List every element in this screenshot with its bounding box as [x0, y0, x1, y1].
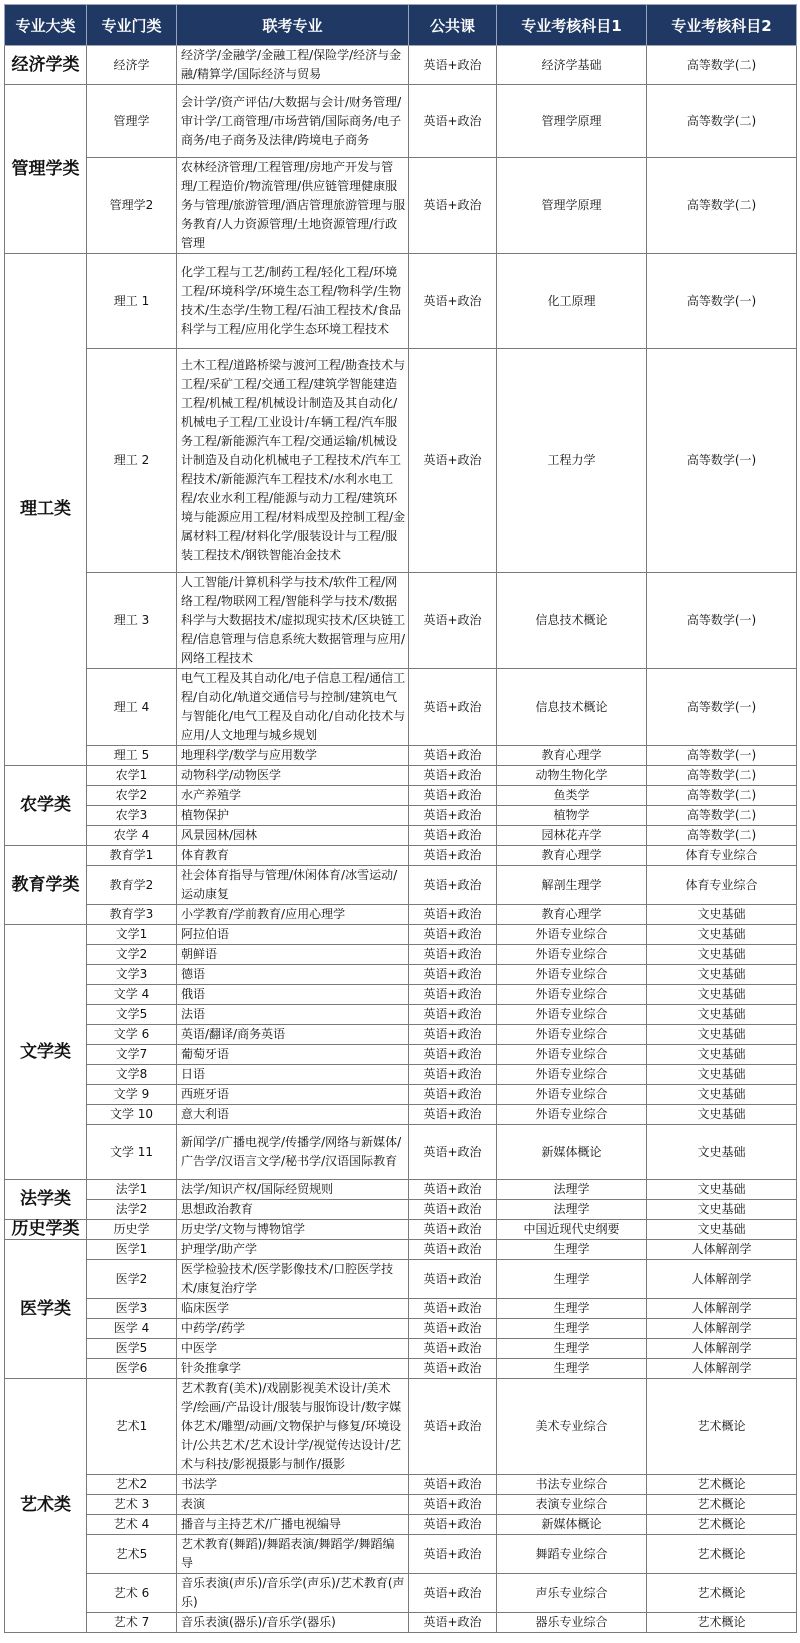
- subject-1-cell: 外语专业综合: [497, 965, 647, 985]
- table-row: [5, 46, 797, 85]
- table-row: [5, 349, 797, 573]
- subject-1-cell: 新媒体概论: [497, 1515, 647, 1535]
- subject-1-cell: 动物生物化学: [497, 766, 647, 786]
- majors-cell: 会计学/资产评估/大数据与会计/财务管理/审计学/工商管理/市场营销/国际商务/电子商务/电子商务及法律/跨境电子商务: [177, 85, 409, 158]
- table-row: [5, 1515, 797, 1535]
- public-course-cell: 英语+政治: [409, 1200, 497, 1220]
- category-cell: 历史学类: [5, 1220, 87, 1240]
- subcategory-cell: 农学 4: [87, 826, 177, 846]
- public-course-cell: 英语+政治: [409, 46, 497, 85]
- majors-cell: 葡萄牙语: [177, 1045, 409, 1065]
- subject-2-cell: 文史基础: [647, 1005, 797, 1025]
- subject-1-cell: 表演专业综合: [497, 1495, 647, 1515]
- public-course-cell: 英语+政治: [409, 1535, 497, 1574]
- public-course-cell: 英语+政治: [409, 1005, 497, 1025]
- subject-2-cell: 高等数学(一): [647, 573, 797, 669]
- header-category: 专业大类: [5, 5, 87, 46]
- table-row: [5, 1065, 797, 1085]
- subcategory-cell: 文学2: [87, 945, 177, 965]
- table-row: [5, 826, 797, 846]
- subcategory-cell: 理工 1: [87, 254, 177, 349]
- subcategory-cell: 艺术 3: [87, 1495, 177, 1515]
- table-row: [5, 1319, 797, 1339]
- table-row: [5, 1200, 797, 1220]
- table-row: [5, 1045, 797, 1065]
- subject-1-cell: 外语专业综合: [497, 945, 647, 965]
- majors-cell: 动物科学/动物医学: [177, 766, 409, 786]
- subcategory-cell: 医学6: [87, 1359, 177, 1379]
- majors-cell: 土木工程/道路桥梁与渡河工程/勘查技术与工程/采矿工程/交通工程/建筑学智能建造工程/机械工程/机械设计制造及其自动化/机械电子工程/工业设计/车辆工程/汽车服务工程/新能源汽车工程/交通运输/机械设计制造及自动化机械电子工程技术/汽车工程技术/新能源汽车工程技术/水利水电工程/农业水利工程/能源与动力工程/建筑环境与能源应用工程/材料成型及控制工程/金属材料工程/材料化学/服装设计与工程/服装工程技术/钢铁智能冶金技术: [177, 349, 409, 573]
- majors-cell: 艺术教育(舞蹈)/舞蹈表演/舞蹈学/舞蹈编导: [177, 1535, 409, 1574]
- category-cell: 法学类: [5, 1180, 87, 1220]
- table-row: [5, 1005, 797, 1025]
- public-course-cell: 英语+政治: [409, 349, 497, 573]
- subject-2-cell: 高等数学(一): [647, 349, 797, 573]
- subcategory-cell: 医学5: [87, 1339, 177, 1359]
- subcategory-cell: 教育学3: [87, 905, 177, 925]
- majors-cell: 阿拉伯语: [177, 925, 409, 945]
- subcategory-cell: 文学3: [87, 965, 177, 985]
- subject-2-cell: 艺术概论: [647, 1574, 797, 1613]
- majors-cell: 西班牙语: [177, 1085, 409, 1105]
- category-cell: 教育学类: [5, 846, 87, 925]
- subject-2-cell: 艺术概论: [647, 1475, 797, 1495]
- subject-2-cell: 艺术概论: [647, 1515, 797, 1535]
- majors-cell: 艺术教育(美术)/戏剧影视美术设计/美术学/绘画/产品设计/服装与服饰设计/数字媒体艺术/雕塑/动画/文物保护与修复/环境设计/公共艺术/艺术设计学/视觉传达设计/艺术与科技/影视摄影与制作/摄影: [177, 1379, 409, 1475]
- public-course-cell: 英语+政治: [409, 1220, 497, 1240]
- table-header-row: [5, 5, 797, 46]
- table-row: [5, 846, 797, 866]
- header-subject-1: 专业考核科目1: [497, 5, 647, 46]
- subcategory-cell: 管理学: [87, 85, 177, 158]
- subject-2-cell: 文史基础: [647, 1025, 797, 1045]
- subject-1-cell: 生理学: [497, 1260, 647, 1299]
- subject-1-cell: 外语专业综合: [497, 1065, 647, 1085]
- subcategory-cell: 文学8: [87, 1065, 177, 1085]
- subject-2-cell: 文史基础: [647, 1200, 797, 1220]
- table-row: [5, 1260, 797, 1299]
- subject-2-cell: 高等数学(二): [647, 806, 797, 826]
- category-cell: 理工类: [5, 254, 87, 766]
- table-row: [5, 1535, 797, 1574]
- majors-cell: 日语: [177, 1065, 409, 1085]
- subject-2-cell: 高等数学(一): [647, 254, 797, 349]
- majors-cell: 德语: [177, 965, 409, 985]
- subcategory-cell: 艺术2: [87, 1475, 177, 1495]
- subject-2-cell: 文史基础: [647, 1085, 797, 1105]
- subject-2-cell: 人体解剖学: [647, 1260, 797, 1299]
- public-course-cell: 英语+政治: [409, 158, 497, 254]
- subcategory-cell: 文学 11: [87, 1125, 177, 1180]
- subject-1-cell: 外语专业综合: [497, 985, 647, 1005]
- subcategory-cell: 文学1: [87, 925, 177, 945]
- subcategory-cell: 艺术5: [87, 1535, 177, 1574]
- public-course-cell: 英语+政治: [409, 254, 497, 349]
- public-course-cell: 英语+政治: [409, 1045, 497, 1065]
- public-course-cell: 英语+政治: [409, 985, 497, 1005]
- table-body: [5, 46, 797, 1633]
- majors-cell: 化学工程与工艺/制药工程/轻化工程/环境工程/环境科学/环境生态工程/物科学/生物技术/生态学/生物工程/石油工程技术/食品科学与工程/应用化学生态环境工程技术: [177, 254, 409, 349]
- public-course-cell: 英语+政治: [409, 786, 497, 806]
- public-course-cell: 英语+政治: [409, 766, 497, 786]
- majors-cell: 中药学/药学: [177, 1319, 409, 1339]
- table-row: [5, 905, 797, 925]
- subcategory-cell: 艺术 4: [87, 1515, 177, 1535]
- subject-1-cell: 教育心理学: [497, 746, 647, 766]
- table-row: [5, 1613, 797, 1633]
- subcategory-cell: 法学2: [87, 1200, 177, 1220]
- subcategory-cell: 文学7: [87, 1045, 177, 1065]
- table-row: [5, 1299, 797, 1319]
- table-row: [5, 766, 797, 786]
- subject-2-cell: 文史基础: [647, 925, 797, 945]
- subcategory-cell: 艺术 6: [87, 1574, 177, 1613]
- subject-1-cell: 植物学: [497, 806, 647, 826]
- subject-1-cell: 工程力学: [497, 349, 647, 573]
- subject-1-cell: 教育心理学: [497, 905, 647, 925]
- subject-2-cell: 文史基础: [647, 1045, 797, 1065]
- public-course-cell: 英语+政治: [409, 905, 497, 925]
- public-course-cell: 英语+政治: [409, 1180, 497, 1200]
- majors-cell: 地理科学/数学与应用数学: [177, 746, 409, 766]
- subject-1-cell: 舞蹈专业综合: [497, 1535, 647, 1574]
- public-course-cell: 英语+政治: [409, 1240, 497, 1260]
- table-row: [5, 786, 797, 806]
- table-row: [5, 1125, 797, 1180]
- subject-1-cell: 中国近现代史纲要: [497, 1220, 647, 1240]
- subject-2-cell: 文史基础: [647, 1220, 797, 1240]
- subject-2-cell: 文史基础: [647, 1125, 797, 1180]
- category-cell: 文学类: [5, 925, 87, 1180]
- majors-cell: 书法学: [177, 1475, 409, 1495]
- subject-2-cell: 人体解剖学: [647, 1240, 797, 1260]
- subject-2-cell: 艺术概论: [647, 1379, 797, 1475]
- subject-1-cell: 外语专业综合: [497, 1005, 647, 1025]
- subject-1-cell: 化工原理: [497, 254, 647, 349]
- subject-2-cell: 文史基础: [647, 1105, 797, 1125]
- subject-2-cell: 文史基础: [647, 945, 797, 965]
- subject-1-cell: 外语专业综合: [497, 1025, 647, 1045]
- public-course-cell: 英语+政治: [409, 1495, 497, 1515]
- category-cell: 农学类: [5, 766, 87, 846]
- public-course-cell: 英语+政治: [409, 1260, 497, 1299]
- subcategory-cell: 文学 4: [87, 985, 177, 1005]
- subject-2-cell: 人体解剖学: [647, 1359, 797, 1379]
- subcategory-cell: 医学 4: [87, 1319, 177, 1339]
- majors-cell: 社会体育指导与管理/休闲体育/冰雪运动/运动康复: [177, 866, 409, 905]
- subject-2-cell: 高等数学(二): [647, 766, 797, 786]
- majors-cell: 播音与主持艺术/广播电视编导: [177, 1515, 409, 1535]
- majors-cell: 新闻学/广播电视学/传播学/网络与新媒体/广告学/汉语言文学/秘书学/汉语国际教育: [177, 1125, 409, 1180]
- subject-1-cell: 生理学: [497, 1240, 647, 1260]
- subject-2-cell: 人体解剖学: [647, 1299, 797, 1319]
- table-row: [5, 158, 797, 254]
- table-row: [5, 1220, 797, 1240]
- subject-2-cell: 艺术概论: [647, 1613, 797, 1633]
- table-row: [5, 1574, 797, 1613]
- subject-2-cell: 人体解剖学: [647, 1319, 797, 1339]
- subcategory-cell: 理工 5: [87, 746, 177, 766]
- subject-1-cell: 生理学: [497, 1299, 647, 1319]
- subcategory-cell: 农学1: [87, 766, 177, 786]
- public-course-cell: 英语+政治: [409, 669, 497, 746]
- majors-cell: 思想政治教育: [177, 1200, 409, 1220]
- subject-1-cell: 书法专业综合: [497, 1475, 647, 1495]
- subject-1-cell: 生理学: [497, 1319, 647, 1339]
- table-row: [5, 985, 797, 1005]
- subject-2-cell: 艺术概论: [647, 1535, 797, 1574]
- public-course-cell: 英语+政治: [409, 945, 497, 965]
- subject-1-cell: 园林花卉学: [497, 826, 647, 846]
- table-row: [5, 254, 797, 349]
- subject-1-cell: 外语专业综合: [497, 1085, 647, 1105]
- public-course-cell: 英语+政治: [409, 746, 497, 766]
- subject-2-cell: 高等数学(二): [647, 158, 797, 254]
- public-course-cell: 英语+政治: [409, 1613, 497, 1633]
- majors-cell: 小学教育/学前教育/应用心理学: [177, 905, 409, 925]
- public-course-cell: 英语+政治: [409, 1574, 497, 1613]
- subject-1-cell: 解剖生理学: [497, 866, 647, 905]
- subcategory-cell: 艺术1: [87, 1379, 177, 1475]
- majors-cell: 护理学/助产学: [177, 1240, 409, 1260]
- subject-1-cell: 外语专业综合: [497, 1045, 647, 1065]
- table-row: [5, 1475, 797, 1495]
- majors-cell: 人工智能/计算机科学与技术/软件工程/网络工程/物联网工程/智能科学与技术/数据科学与大数据技术/虚拟现实技术/区块链工程/信息管理与信息系统大数据管理与应用/网络工程技术: [177, 573, 409, 669]
- table-row: [5, 85, 797, 158]
- table-row: [5, 1339, 797, 1359]
- subcategory-cell: 法学1: [87, 1180, 177, 1200]
- public-course-cell: 英语+政治: [409, 1319, 497, 1339]
- majors-cell: 临床医学: [177, 1299, 409, 1319]
- majors-cell: 医学检验技术/医学影像技术/口腔医学技术/康复治疗学: [177, 1260, 409, 1299]
- subject-1-cell: 外语专业综合: [497, 1105, 647, 1125]
- subject-1-cell: 声乐专业综合: [497, 1574, 647, 1613]
- table-row: [5, 1359, 797, 1379]
- exam-subjects-table-container: [4, 4, 796, 1633]
- public-course-cell: 英语+政治: [409, 573, 497, 669]
- subject-1-cell: 教育心理学: [497, 846, 647, 866]
- majors-cell: 法语: [177, 1005, 409, 1025]
- subcategory-cell: 理工 3: [87, 573, 177, 669]
- table-row: [5, 1105, 797, 1125]
- category-cell: 经济学类: [5, 46, 87, 85]
- public-course-cell: 英语+政治: [409, 85, 497, 158]
- majors-cell: 农林经济管理/工程管理/房地产开发与管理/工程造价/物流管理/供应链管理健康服务与管理/旅游管理/酒店管理旅游管理与服务教育/人力资源管理/土地资源管理/行政管理: [177, 158, 409, 254]
- table-row: [5, 1379, 797, 1475]
- subject-2-cell: 艺术概论: [647, 1495, 797, 1515]
- subcategory-cell: 经济学: [87, 46, 177, 85]
- category-cell: 管理学类: [5, 85, 87, 254]
- subject-2-cell: 高等数学(二): [647, 85, 797, 158]
- subject-1-cell: 法理学: [497, 1200, 647, 1220]
- majors-cell: 经济学/金融学/金融工程/保险学/经济与金融/精算学/国际经济与贸易: [177, 46, 409, 85]
- majors-cell: 音乐表演(声乐)/音乐学(声乐)/艺术教育(声乐): [177, 1574, 409, 1613]
- table-row: [5, 669, 797, 746]
- public-course-cell: 英语+政治: [409, 806, 497, 826]
- table-row: [5, 573, 797, 669]
- subject-1-cell: 生理学: [497, 1339, 647, 1359]
- subject-1-cell: 信息技术概论: [497, 573, 647, 669]
- public-course-cell: 英语+政治: [409, 1065, 497, 1085]
- table-row: [5, 1180, 797, 1200]
- subcategory-cell: 医学2: [87, 1260, 177, 1299]
- subject-1-cell: 鱼类学: [497, 786, 647, 806]
- subject-1-cell: 新媒体概论: [497, 1125, 647, 1180]
- public-course-cell: 英语+政治: [409, 1105, 497, 1125]
- subcategory-cell: 文学5: [87, 1005, 177, 1025]
- public-course-cell: 英语+政治: [409, 1475, 497, 1495]
- public-course-cell: 英语+政治: [409, 1339, 497, 1359]
- category-cell: 医学类: [5, 1240, 87, 1379]
- public-course-cell: 英语+政治: [409, 965, 497, 985]
- majors-cell: 法学/知识产权/国际经贸规则: [177, 1180, 409, 1200]
- public-course-cell: 英语+政治: [409, 846, 497, 866]
- public-course-cell: 英语+政治: [409, 826, 497, 846]
- majors-cell: 风景园林/园林: [177, 826, 409, 846]
- header-subject-2: 专业考核科目2: [647, 5, 797, 46]
- subject-1-cell: 外语专业综合: [497, 925, 647, 945]
- subcategory-cell: 历史学: [87, 1220, 177, 1240]
- public-course-cell: 英语+政治: [409, 1359, 497, 1379]
- subject-2-cell: 高等数学(二): [647, 826, 797, 846]
- table-row: [5, 965, 797, 985]
- subject-2-cell: 文史基础: [647, 985, 797, 1005]
- subject-1-cell: 信息技术概论: [497, 669, 647, 746]
- subcategory-cell: 医学1: [87, 1240, 177, 1260]
- subcategory-cell: 教育学2: [87, 866, 177, 905]
- table-row: [5, 925, 797, 945]
- subject-2-cell: 高等数学(一): [647, 669, 797, 746]
- table-row: [5, 806, 797, 826]
- majors-cell: 俄语: [177, 985, 409, 1005]
- table-row: [5, 1025, 797, 1045]
- public-course-cell: 英语+政治: [409, 1025, 497, 1045]
- majors-cell: 意大利语: [177, 1105, 409, 1125]
- table-row: [5, 945, 797, 965]
- subject-2-cell: 文史基础: [647, 1065, 797, 1085]
- table-row: [5, 866, 797, 905]
- majors-cell: 水产养殖学: [177, 786, 409, 806]
- subject-2-cell: 高等数学(二): [647, 786, 797, 806]
- subject-2-cell: 文史基础: [647, 1180, 797, 1200]
- subcategory-cell: 管理学2: [87, 158, 177, 254]
- table-row: [5, 1495, 797, 1515]
- header-public-course: 公共课: [409, 5, 497, 46]
- exam-subjects-table: [4, 4, 797, 1633]
- header-majors: 联考专业: [177, 5, 409, 46]
- subject-2-cell: 文史基础: [647, 905, 797, 925]
- subcategory-cell: 文学 10: [87, 1105, 177, 1125]
- majors-cell: 植物保护: [177, 806, 409, 826]
- majors-cell: 历史学/文物与博物馆学: [177, 1220, 409, 1240]
- subcategory-cell: 农学3: [87, 806, 177, 826]
- subject-2-cell: 高等数学(二): [647, 46, 797, 85]
- subcategory-cell: 医学3: [87, 1299, 177, 1319]
- public-course-cell: 英语+政治: [409, 1515, 497, 1535]
- subcategory-cell: 文学 9: [87, 1085, 177, 1105]
- public-course-cell: 英语+政治: [409, 1085, 497, 1105]
- table-row: [5, 746, 797, 766]
- public-course-cell: 英语+政治: [409, 1379, 497, 1475]
- subcategory-cell: 教育学1: [87, 846, 177, 866]
- subcategory-cell: 文学 6: [87, 1025, 177, 1045]
- category-cell: 艺术类: [5, 1379, 87, 1633]
- subject-2-cell: 体育专业综合: [647, 866, 797, 905]
- subject-2-cell: 体育专业综合: [647, 846, 797, 866]
- table-row: [5, 1085, 797, 1105]
- majors-cell: 音乐表演(器乐)/音乐学(器乐): [177, 1613, 409, 1633]
- subject-2-cell: 文史基础: [647, 965, 797, 985]
- subject-1-cell: 管理学原理: [497, 158, 647, 254]
- subject-1-cell: 器乐专业综合: [497, 1613, 647, 1633]
- majors-cell: 电气工程及其自动化/电子信息工程/通信工程/自动化/轨道交通信号与控制/建筑电气与智能化/电气工程及自动化/自动化技术与应用/人文地理与城乡规划: [177, 669, 409, 746]
- public-course-cell: 英语+政治: [409, 1125, 497, 1180]
- subject-1-cell: 经济学基础: [497, 46, 647, 85]
- table-row: [5, 1240, 797, 1260]
- subject-1-cell: 生理学: [497, 1359, 647, 1379]
- majors-cell: 中医学: [177, 1339, 409, 1359]
- majors-cell: 朝鲜语: [177, 945, 409, 965]
- subject-1-cell: 管理学原理: [497, 85, 647, 158]
- subcategory-cell: 理工 2: [87, 349, 177, 573]
- subcategory-cell: 艺术 7: [87, 1613, 177, 1633]
- public-course-cell: 英语+政治: [409, 1299, 497, 1319]
- majors-cell: 表演: [177, 1495, 409, 1515]
- subcategory-cell: 理工 4: [87, 669, 177, 746]
- subcategory-cell: 农学2: [87, 786, 177, 806]
- public-course-cell: 英语+政治: [409, 925, 497, 945]
- subject-2-cell: 高等数学(一): [647, 746, 797, 766]
- majors-cell: 体育教育: [177, 846, 409, 866]
- majors-cell: 针灸推拿学: [177, 1359, 409, 1379]
- subject-1-cell: 美术专业综合: [497, 1379, 647, 1475]
- subject-1-cell: 法理学: [497, 1180, 647, 1200]
- subject-2-cell: 人体解剖学: [647, 1339, 797, 1359]
- public-course-cell: 英语+政治: [409, 866, 497, 905]
- majors-cell: 英语/翻译/商务英语: [177, 1025, 409, 1045]
- header-subcategory: 专业门类: [87, 5, 177, 46]
